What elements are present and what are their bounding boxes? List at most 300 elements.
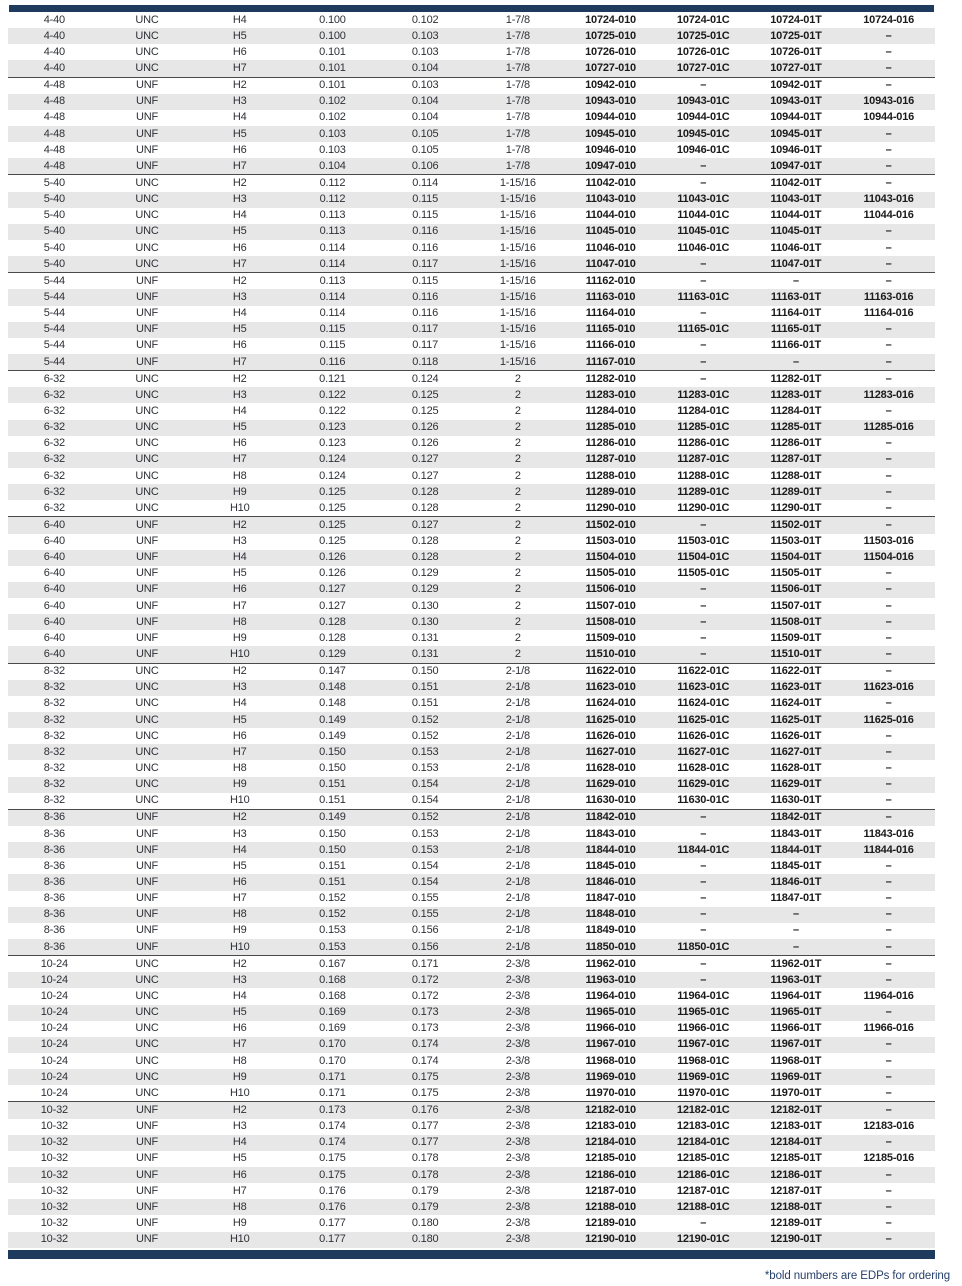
cell-limit: H4 (232, 551, 247, 564)
cell-length: 2 (514, 501, 521, 514)
table-row (8, 810, 935, 826)
cell-edp-01c: – (700, 811, 707, 824)
cell-edp-01t: 11966-01T (770, 1022, 822, 1035)
cell-length: 2 (514, 437, 521, 450)
cell-edp-016: 10944-016 (863, 111, 915, 124)
cell-edp-010: 11965-010 (585, 1006, 636, 1019)
cell-pd-min: 0.114 (319, 307, 346, 320)
cell-edp-016: 12183-016 (863, 1120, 915, 1133)
cell-edp-010: 10946-010 (585, 143, 636, 156)
cell-edp-016: – (885, 794, 892, 807)
cell-series: UNF (136, 95, 159, 108)
cell-edp-01t: 11044-01T (770, 209, 822, 222)
cell-pd-min: 0.128 (319, 615, 346, 628)
cell-edp-010: 11510-010 (585, 648, 636, 661)
cell-pd-max: 0.152 (411, 713, 439, 726)
cell-edp-010: 12182-010 (585, 1103, 636, 1116)
cell-edp-016: – (885, 1168, 892, 1181)
table-row (8, 452, 935, 468)
cell-edp-016: – (885, 372, 892, 385)
cell-pd-min: 0.122 (319, 388, 346, 401)
cell-size: 5-44 (43, 339, 65, 352)
cell-pd-min: 0.128 (319, 631, 346, 644)
cell-edp-016: – (885, 61, 892, 74)
cell-pd-min: 0.149 (319, 811, 346, 824)
table-row (8, 1119, 935, 1135)
cell-series: UNC (135, 1070, 159, 1083)
cell-series: UNF (136, 535, 159, 548)
cell-edp-01c: – (700, 973, 707, 986)
cell-length: 2-1/8 (505, 745, 530, 758)
cell-edp-010: 11046-010 (585, 241, 636, 254)
cell-series: UNF (136, 79, 159, 92)
cell-size: 8-36 (43, 876, 65, 889)
cell-edp-016: – (885, 665, 892, 678)
cell-series: UNF (136, 1103, 159, 1116)
cell-edp-016: – (885, 45, 892, 58)
cell-edp-01c: 11285-01C (677, 421, 730, 434)
cell-size: 6-32 (43, 437, 65, 450)
cell-edp-010: 10944-010 (585, 111, 636, 124)
cell-pd-max: 0.104 (411, 95, 439, 108)
cell-edp-016: – (885, 1136, 892, 1149)
cell-pd-min: 0.102 (319, 95, 346, 108)
cell-size: 6-32 (43, 404, 65, 417)
cell-length: 2 (514, 615, 521, 628)
cell-size: 4-48 (43, 79, 65, 92)
cell-size: 6-32 (43, 388, 65, 401)
cell-edp-010: 10942-010 (585, 79, 636, 92)
cell-length: 2 (514, 388, 521, 401)
cell-edp-010: 11167-010 (585, 355, 636, 368)
cell-edp-01t: 11624-01T (770, 697, 822, 710)
table-row (8, 1053, 935, 1069)
cell-series: UNF (136, 143, 159, 156)
cell-edp-01t: 11042-01T (770, 176, 822, 189)
cell-edp-01t: 10947-01T (770, 159, 822, 172)
cell-edp-01c: – (700, 372, 707, 385)
cell-size: 4-48 (43, 111, 65, 124)
cell-pd-min: 0.169 (319, 1006, 346, 1019)
cell-edp-01t: 11163-01T (770, 290, 822, 303)
cell-pd-min: 0.112 (319, 193, 346, 206)
cell-edp-01c: 10727-01C (676, 61, 730, 74)
cell-series: UNC (135, 990, 159, 1002)
cell-series: UNC (135, 501, 159, 514)
cell-edp-010: 11047-010 (585, 257, 636, 270)
cell-series: UNC (135, 697, 159, 710)
cell-pd-max: 0.105 (411, 143, 439, 156)
cell-series: UNC (135, 1054, 159, 1067)
cell-limit: H3 (232, 535, 247, 548)
cell-series: UNC (135, 225, 159, 238)
table-row (8, 1199, 935, 1215)
cell-limit: H6 (232, 729, 247, 742)
cell-size: 10-32 (40, 1216, 68, 1229)
cell-series: UNC (135, 241, 159, 254)
cell-edp-01c: 11625-01C (677, 713, 730, 726)
cell-edp-01c: 12190-01C (676, 1233, 730, 1246)
cell-pd-max: 0.124 (411, 372, 439, 385)
cell-size: 5-44 (43, 274, 65, 287)
cell-length: 2-3/8 (505, 1070, 530, 1083)
table-row (8, 939, 935, 955)
cell-pd-max: 0.103 (411, 29, 439, 42)
cell-series: UNF (136, 648, 159, 661)
table-row (8, 175, 935, 191)
cell-edp-01c: – (700, 176, 707, 189)
cell-edp-01t: 11843-01T (770, 827, 822, 840)
cell-edp-016: – (885, 697, 892, 710)
cell-limit: H9 (232, 1070, 247, 1083)
cell-edp-010: 11045-010 (585, 225, 636, 238)
cell-edp-010: 11629-010 (585, 778, 636, 791)
cell-pd-min: 0.125 (319, 518, 346, 531)
cell-length: 1-7/8 (505, 13, 530, 26)
cell-pd-max: 0.172 (411, 990, 439, 1002)
cell-limit: H5 (232, 323, 247, 336)
cell-pd-max: 0.156 (411, 924, 439, 937)
cell-limit: H9 (232, 631, 247, 644)
cell-length: 2 (514, 648, 521, 661)
cell-size: 6-40 (43, 583, 65, 596)
cell-edp-01t: 11290-01T (770, 501, 822, 514)
table-row (8, 923, 935, 939)
cell-series: UNC (135, 745, 159, 758)
cell-edp-01c: 12184-01C (676, 1136, 730, 1149)
cell-limit: H6 (232, 876, 247, 889)
cell-size: 10-32 (40, 1200, 68, 1213)
cell-edp-01c: 11163-01C (677, 290, 729, 303)
cell-size: 4-48 (43, 143, 65, 156)
table-bottom-rule (8, 1250, 935, 1259)
cell-edp-010: 11623-010 (585, 681, 636, 694)
cell-pd-min: 0.115 (319, 323, 346, 336)
footnote-text: *bold numbers are EDPs for ordering (764, 1269, 950, 1282)
cell-size: 6-32 (43, 372, 65, 385)
cell-edp-010: 12189-010 (585, 1216, 636, 1229)
cell-pd-max: 0.116 (412, 290, 438, 303)
cell-edp-016: 11163-016 (863, 290, 914, 303)
cell-edp-01c: 11165-01C (677, 323, 729, 336)
cell-edp-016: 11504-016 (863, 551, 914, 564)
cell-edp-016: – (885, 631, 892, 644)
cell-series: UNC (135, 45, 159, 58)
cell-edp-01t: 11047-01T (770, 257, 822, 270)
cell-edp-016: 11964-016 (863, 990, 914, 1002)
cell-series: UNC (135, 388, 159, 401)
cell-edp-01t: 11844-01T (770, 843, 822, 856)
cell-size: 5-40 (43, 193, 65, 206)
cell-edp-01c: – (700, 827, 707, 840)
cell-pd-max: 0.128 (411, 551, 439, 564)
cell-limit: H6 (232, 339, 247, 352)
cell-pd-max: 0.127 (411, 469, 439, 482)
cell-edp-016: – (885, 79, 892, 92)
cell-pd-min: 0.176 (319, 1200, 346, 1213)
cell-pd-min: 0.168 (319, 973, 346, 986)
cell-size: 5-40 (43, 209, 65, 222)
cell-length: 2 (514, 535, 521, 548)
cell-edp-01t: 11965-01T (770, 1006, 822, 1019)
cell-limit: H7 (232, 599, 247, 612)
cell-pd-min: 0.126 (319, 567, 346, 580)
cell-pd-min: 0.171 (319, 1070, 346, 1083)
cell-edp-01t: 10942-01T (770, 79, 822, 92)
cell-size: 4-40 (43, 29, 65, 42)
cell-series: UNF (136, 551, 159, 564)
table-row (8, 988, 935, 1004)
cell-edp-016: – (885, 615, 892, 628)
table-row (8, 338, 935, 354)
cell-pd-max: 0.116 (412, 225, 438, 238)
cell-edp-016: – (885, 453, 892, 466)
cell-edp-01t: 11846-01T (770, 876, 822, 889)
table-section (8, 370, 935, 516)
cell-size: 8-36 (43, 924, 65, 937)
cell-edp-01t: 11970-01T (770, 1086, 822, 1099)
cell-size: 10-32 (40, 1103, 68, 1116)
cell-limit: H2 (232, 176, 247, 189)
cell-edp-01c: 11289-01C (677, 485, 730, 498)
cell-pd-max: 0.155 (411, 892, 439, 905)
cell-length: 2-3/8 (505, 1006, 530, 1019)
table-section (8, 516, 935, 662)
cell-pd-min: 0.150 (319, 843, 346, 856)
cell-edp-010: 10726-010 (585, 45, 636, 58)
cell-length: 1-7/8 (505, 79, 530, 92)
cell-edp-01t: 11630-01T (770, 794, 822, 807)
cell-edp-010: 11967-010 (585, 1038, 636, 1051)
cell-size: 10-24 (40, 1022, 68, 1035)
cell-limit: H4 (232, 1136, 247, 1149)
cell-edp-016: – (885, 485, 892, 498)
cell-edp-01t: – (792, 924, 799, 937)
cell-series: UNF (136, 1200, 159, 1213)
cell-edp-016: – (885, 762, 892, 775)
cell-limit: H7 (232, 892, 247, 905)
cell-series: UNF (136, 843, 159, 856)
cell-edp-01c: 11969-01C (677, 1070, 730, 1083)
cell-length: 2-3/8 (505, 1216, 530, 1229)
table-row (8, 712, 935, 728)
cell-edp-01c: – (700, 159, 707, 172)
cell-edp-016: – (885, 355, 892, 368)
cell-limit: H6 (232, 45, 247, 58)
cell-limit: H2 (232, 1103, 247, 1116)
cell-edp-01c: 10725-01C (676, 29, 730, 42)
cell-series: UNF (136, 631, 159, 644)
cell-series: UNC (135, 729, 159, 742)
cell-edp-016: – (885, 567, 892, 580)
table-row (8, 158, 935, 174)
cell-edp-010: 11970-010 (585, 1086, 636, 1099)
cell-size: 10-24 (40, 973, 68, 986)
cell-edp-01t: 10946-01T (770, 143, 822, 156)
cell-limit: H5 (232, 421, 247, 434)
cell-limit: H10 (229, 1233, 250, 1246)
cell-series: UNF (136, 859, 159, 872)
cell-edp-01t: 11628-01T (770, 762, 822, 775)
cell-edp-01t: 11629-01T (770, 778, 822, 791)
table-section (8, 174, 935, 272)
cell-series: UNF (136, 811, 159, 824)
cell-series: UNC (135, 778, 159, 791)
cell-pd-max: 0.150 (411, 665, 439, 678)
cell-edp-01t: 11962-01T (770, 957, 822, 970)
cell-pd-max: 0.102 (411, 13, 439, 26)
table-section (8, 1101, 935, 1247)
cell-edp-01c: 11622-01C (677, 665, 730, 678)
cell-pd-min: 0.151 (319, 876, 346, 889)
cell-pd-max: 0.174 (411, 1054, 439, 1067)
cell-series: UNF (136, 1233, 159, 1246)
cell-series: UNF (136, 159, 159, 172)
cell-edp-016: – (885, 778, 892, 791)
cell-series: UNC (135, 713, 159, 726)
cell-edp-010: 11508-010 (585, 615, 636, 628)
cell-pd-min: 0.112 (319, 176, 346, 189)
cell-edp-016: – (885, 957, 892, 970)
cell-length: 2-3/8 (505, 1233, 530, 1246)
cell-pd-min: 0.101 (319, 79, 346, 92)
cell-size: 4-40 (43, 13, 65, 26)
cell-length: 1-15/16 (499, 339, 536, 352)
cell-edp-010: 10943-010 (585, 95, 636, 108)
table-row (8, 630, 935, 646)
table-row (8, 468, 935, 484)
cell-length: 2 (514, 421, 521, 434)
cell-size: 8-32 (43, 697, 65, 710)
cell-edp-01t: 11503-01T (770, 535, 822, 548)
cell-pd-min: 0.149 (319, 729, 346, 742)
cell-length: 1-15/16 (499, 257, 536, 270)
cell-limit: H2 (232, 957, 247, 970)
cell-edp-010: 11962-010 (585, 957, 636, 970)
cell-edp-016: – (885, 729, 892, 742)
cell-size: 4-40 (43, 61, 65, 74)
cell-pd-max: 0.154 (411, 778, 439, 791)
cell-edp-01t: 11288-01T (770, 469, 822, 482)
cell-edp-010: 11625-010 (585, 713, 636, 726)
cell-edp-01t: 11625-01T (770, 713, 822, 726)
cell-size: 10-24 (40, 1086, 68, 1099)
cell-length: 2 (514, 567, 521, 580)
cell-series: UNF (136, 111, 159, 124)
cell-size: 8-32 (43, 665, 65, 678)
cell-edp-010: 12184-010 (585, 1136, 636, 1149)
cell-pd-min: 0.101 (319, 61, 346, 74)
cell-edp-01t: 11623-01T (770, 681, 822, 694)
table-row (8, 273, 935, 289)
cell-pd-max: 0.115 (412, 209, 438, 222)
cell-series: UNF (136, 908, 159, 921)
cell-edp-016: – (885, 1200, 892, 1213)
cell-series: UNF (136, 567, 159, 580)
cell-limit: H4 (232, 404, 247, 417)
cell-size: 5-40 (43, 225, 65, 238)
cell-edp-010: 11966-010 (585, 1022, 636, 1035)
cell-edp-01c: 11623-01C (677, 681, 730, 694)
cell-edp-016: 11043-016 (863, 193, 914, 206)
cell-pd-max: 0.114 (412, 176, 438, 189)
cell-pd-max: 0.126 (411, 421, 439, 434)
table-section (8, 809, 935, 955)
cell-edp-01c: – (700, 583, 707, 596)
cell-length: 2-1/8 (505, 892, 530, 905)
cell-series: UNF (136, 615, 159, 628)
cell-length: 2 (514, 404, 521, 417)
table-row (8, 1151, 935, 1167)
cell-length: 2 (514, 518, 521, 531)
cell-edp-016: 11843-016 (863, 827, 914, 840)
cell-size: 4-48 (43, 127, 65, 140)
cell-edp-01c: 12187-01C (676, 1184, 730, 1197)
cell-pd-max: 0.116 (412, 241, 438, 254)
cell-edp-01t: 10724-01T (770, 13, 822, 26)
cell-edp-010: 11847-010 (585, 892, 636, 905)
cell-edp-01t: 11043-01T (770, 193, 822, 206)
cell-series: UNC (135, 1022, 159, 1035)
cell-edp-010: 12183-010 (585, 1120, 636, 1133)
table-row (8, 44, 935, 60)
cell-pd-min: 0.169 (319, 1022, 346, 1035)
cell-limit: H3 (232, 1120, 247, 1133)
cell-edp-010: 11286-010 (585, 437, 636, 450)
cell-edp-01c: 11965-01C (677, 1006, 730, 1019)
cell-edp-016: – (885, 274, 892, 287)
cell-pd-min: 0.126 (319, 551, 346, 564)
cell-pd-min: 0.125 (319, 501, 346, 514)
cell-size: 6-40 (43, 615, 65, 628)
cell-pd-min: 0.124 (319, 469, 346, 482)
cell-pd-max: 0.153 (411, 843, 439, 856)
cell-edp-010: 11282-010 (585, 372, 636, 385)
cell-edp-010: 11164-010 (585, 307, 636, 320)
cell-edp-016: – (885, 908, 892, 921)
cell-edp-01c: 11504-01C (677, 551, 730, 564)
table-row (8, 842, 935, 858)
cell-edp-01c: 11627-01C (677, 745, 730, 758)
cell-limit: H4 (232, 13, 247, 26)
cell-limit: H7 (232, 355, 247, 368)
cell-pd-min: 0.174 (319, 1136, 346, 1149)
cell-edp-016: 11044-016 (863, 209, 914, 222)
cell-series: UNC (135, 209, 159, 222)
cell-size: 10-32 (40, 1168, 68, 1181)
cell-edp-01c: 11046-01C (677, 241, 730, 254)
cell-series: UNC (135, 372, 159, 385)
table-row (8, 858, 935, 874)
cell-edp-01c: 10944-01C (676, 111, 730, 124)
cell-length: 2-1/8 (505, 697, 530, 710)
cell-size: 10-24 (40, 1038, 68, 1051)
cell-pd-min: 0.125 (319, 535, 346, 548)
cell-size: 10-32 (40, 1120, 68, 1133)
cell-edp-01t: 12186-01T (770, 1168, 822, 1181)
cell-series: UNF (136, 599, 159, 612)
cell-edp-01t: 12184-01T (770, 1136, 822, 1149)
cell-edp-016: – (885, 225, 892, 238)
cell-edp-01t: 11283-01T (770, 388, 822, 401)
cell-pd-min: 0.124 (319, 453, 346, 466)
cell-edp-010: 11622-010 (585, 665, 636, 678)
cell-edp-016: – (885, 437, 892, 450)
cell-limit: H10 (229, 1086, 250, 1099)
cell-edp-01c: 11850-01C (677, 940, 730, 953)
cell-size: 6-32 (43, 485, 65, 498)
cell-edp-01t: 11502-01T (770, 518, 822, 531)
